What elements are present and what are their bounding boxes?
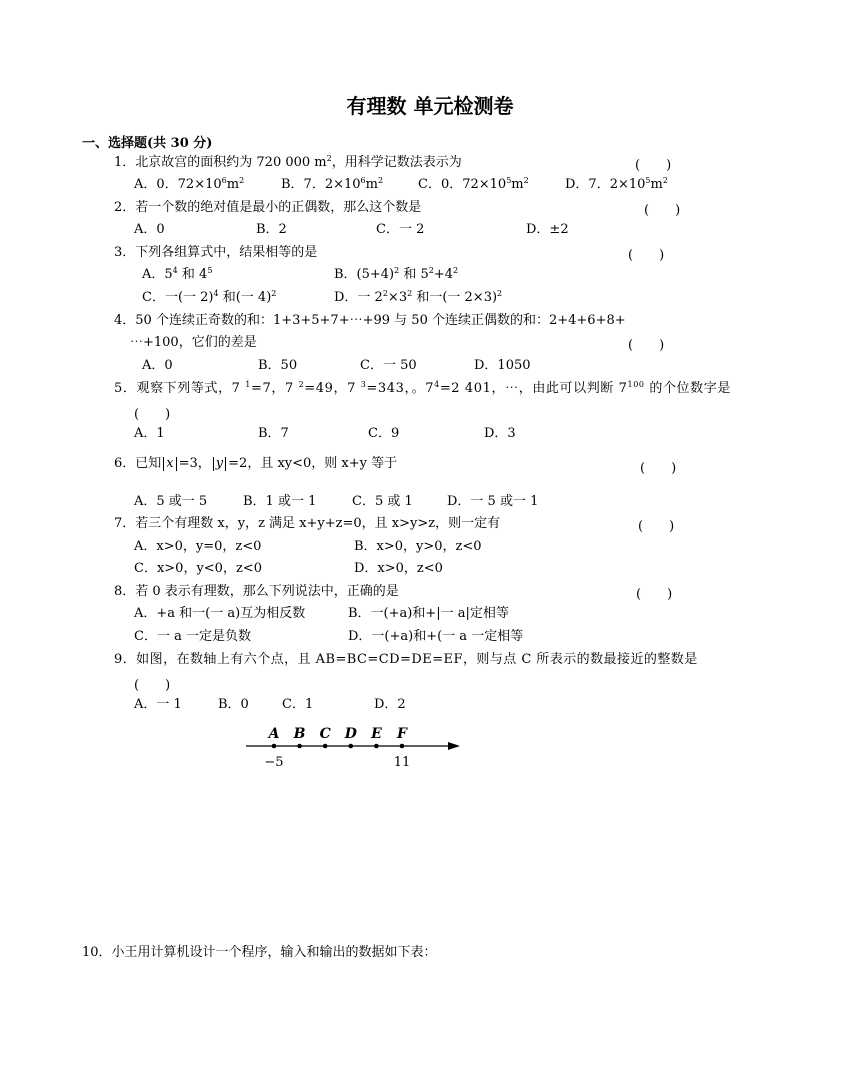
q9-option-b: B．0: [218, 697, 249, 712]
q3-option-d: D．一 $2^2\times 3^2$ 和一(一 2×3)$^2$: [334, 289, 503, 305]
q8-option-b: B．一(+a)和+|一 a|定相等: [348, 606, 509, 621]
q1-option-d: D．7．$2\times 10^5m^2$: [565, 176, 668, 192]
question-9-stem: 9．如图，在数轴上有六个点，且 AB=BC=CD=DE=EF，则与点 C 所表示的数最接近的整数是: [114, 652, 698, 667]
number-line-figure: [240, 722, 470, 772]
answer-paren-3: ( ): [628, 248, 665, 263]
question-2-stem: 2．若一个数的绝对值是最小的正偶数，那么这个数是: [114, 200, 422, 215]
abs-x: x: [163, 457, 176, 471]
q2-option-b: B．2: [256, 222, 287, 237]
point-c: [323, 744, 328, 749]
point-label-c: C: [319, 726, 331, 742]
answer-paren-1: ( ): [635, 158, 672, 173]
q2-option-d: D．±2: [526, 222, 569, 237]
answer-paren-9: ( ): [134, 678, 171, 693]
point-label-f: F: [397, 726, 407, 742]
answer-paren-8: ( ): [636, 587, 673, 602]
question-1-stem: 1．北京故宫的面积约为 720 000 $m^2$，用科学记数法表示为: [114, 154, 462, 170]
answer-paren-7: ( ): [638, 519, 675, 534]
q9-option-c: C．1: [282, 697, 314, 712]
point-label-a: A: [268, 726, 280, 742]
label-11: 11: [393, 755, 411, 770]
q2-option-a: A．0: [134, 222, 165, 237]
q3-option-b: B．$(5+4)^2$ 和 $5^2+4^2$: [334, 266, 459, 282]
q3-option-a: A．$5^4$ 和 $4^5$: [142, 266, 213, 282]
q2-option-c: C．一 2: [376, 222, 425, 237]
page-title: 有理数 单元检测卷: [346, 94, 514, 118]
q5-option-b: B．7: [258, 426, 289, 441]
answer-paren-6: ( ): [640, 461, 677, 476]
q5-option-d: D．3: [484, 426, 516, 441]
q6-option-c: C．5 或 1: [352, 494, 413, 509]
q7-option-d: D．x>0，z<0: [354, 561, 443, 576]
question-4-stem-line1: 4．50 个连续正奇数的和：1+3+5+7+⋯+99 与 50 个连续正偶数的和：2+4+6+8+: [114, 313, 626, 328]
q4-option-b: B．50: [258, 358, 298, 373]
point-b: [297, 744, 302, 749]
q1-option-c: C．0．$72\times 10^5m^2$: [418, 176, 529, 192]
question-6-stem: 6．已知 x =3， y =2，且 xy<0，则 x+y 等于: [114, 456, 398, 471]
point-d: [349, 744, 354, 749]
q7-option-b: B．x>0，y>0，z<0: [354, 539, 482, 554]
q7-option-c: C．x>0，y<0，z<0: [134, 561, 262, 576]
question-8-stem: 8．若 0 表示有理数，那么下列说法中，正确的是: [114, 584, 399, 599]
point-a: [272, 744, 277, 749]
q8-option-c: C．一 a 一定是负数: [134, 629, 251, 644]
q7-option-a: A．x>0，y=0，z<0: [134, 539, 262, 554]
point-e: [374, 744, 379, 749]
q8-option-a: A．+a 和一(一 a)互为相反数: [134, 606, 306, 621]
q9-option-d: D．2: [374, 697, 406, 712]
label-minus-5: −5: [264, 755, 284, 770]
section-heading: 一、选择题(共 30 分): [82, 136, 213, 151]
q4-option-d: D．1050: [474, 358, 531, 373]
question-10-stem: 10．小王用计算机设计一个程序，输入和输出的数据如下表：: [82, 945, 437, 960]
question-7-stem: 7．若三个有理数 x，y，z 满足 x+y+z=0，且 x>y>z，则一定有: [114, 516, 501, 531]
q3-option-c: C．一(一 2)$^4$ 和(一 4)$^2$: [142, 289, 277, 305]
point-label-e: E: [371, 726, 382, 742]
q6-option-b: B．1 或一 1: [243, 494, 317, 509]
point-label-b: B: [293, 726, 306, 742]
abs-y: y: [213, 457, 226, 471]
number-line-arrow-icon: [448, 742, 460, 750]
q5-option-a: A．1: [134, 426, 165, 441]
question-5-stem: 5．观察下列等式，7 $^1$=7，7 $^2$=49，7 $^3$=343，。$7^4=2$ 401，⋯，由此可以判断 $7^{100}$ 的个位数字是: [114, 380, 731, 396]
question-4-stem-line2: ⋯+100，它们的差是: [130, 335, 257, 350]
q4-option-c: C．一 50: [360, 358, 417, 373]
answer-paren-2: ( ): [644, 203, 681, 218]
answer-paren-5: ( ): [134, 407, 171, 422]
q6-option-a: A．5 或一 5: [134, 494, 208, 509]
q5-option-c: C．9: [368, 426, 400, 441]
q8-option-d: D．一(+a)和+(一 a 一定相等: [348, 629, 524, 644]
q6-option-d: D．一 5 或一 1: [447, 494, 539, 509]
q1-option-b: B．7．$2\times 10^6m^2$: [281, 176, 384, 192]
q1-option-a: A．0．$72\times 10^6m^2$: [134, 176, 245, 192]
point-label-d: D: [344, 726, 357, 742]
q9-option-a: A．一 1: [134, 697, 182, 712]
point-f: [400, 744, 405, 749]
q4-option-a: A．0: [142, 358, 173, 373]
question-3-stem: 3．下列各组算式中，结果相等的是: [114, 245, 318, 260]
answer-paren-4: ( ): [628, 338, 665, 353]
